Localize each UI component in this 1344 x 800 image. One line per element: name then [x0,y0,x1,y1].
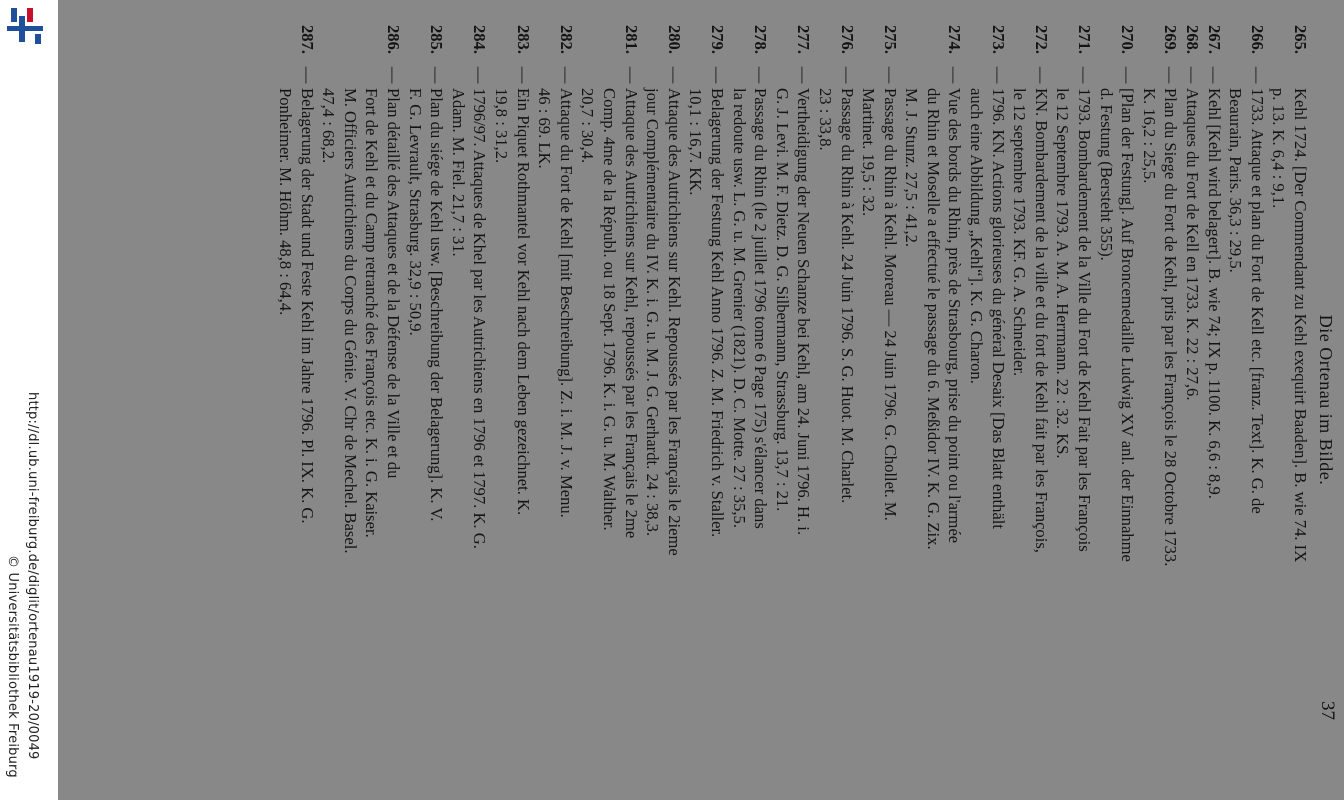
entry-dash: — [988,66,1008,84]
entry-line: Comp. 4me de la Républ. ou 18 Sept. 1796. K. i. G. u. M. Walther. [600,88,619,531]
entry-number: 286. [384,24,404,54]
catalog-entry [1095,0,1138,800]
entry-dash: — [384,66,404,84]
entry-text [1138,88,1181,800]
entry-line: Attaque du Fort de Kehl [mit Beschreibung]. Z. i. M. J. v. Menu. [556,88,576,518]
entry-text [771,88,814,800]
entry-number: 272. [1031,24,1051,54]
catalog-entry [1052,0,1095,800]
entry-line: p. 13. K. 6,4 : 9,1. [1269,88,1289,209]
entry-text [318,88,404,800]
entry-line: 23 : 33,8. [815,88,835,151]
catalog-entries [275,0,1312,800]
entry-line: le 12 Septembre 1793. A. M. A. Herrmann. 22 : 32. KS. [1053,88,1073,459]
catalog-entry [858,0,901,800]
scanned-page-image [58,0,1344,800]
catalog-entry [642,0,685,800]
entry-line: Ponheimer. M. Höhm. 48,8 : 64,4. [276,88,296,316]
catalog-entry [966,0,1009,800]
entry-number: 282. [556,24,576,54]
entry-text [642,88,685,800]
entry-dash: — [621,66,641,84]
catalog-entry [275,0,318,800]
catalog-entry [534,0,577,800]
entry-dash: — [707,66,727,84]
copyright-notice: © Universitätsbibliothek Freiburg [5,555,20,778]
entry-dash: — [880,66,900,84]
entry-dash: — [664,66,684,84]
catalog-entry [490,0,533,800]
entry-number: 283. [513,24,533,54]
entry-text [1052,88,1095,800]
viewer-sidebar [0,0,58,800]
entry-line: d. Festung (Bersteht 355). [1096,88,1116,261]
entry-line: Kehl 1724. [Der Commendant zu Kehl exequirt Baaden]. B. wie 74. IX [1291,88,1310,563]
catalog-entry [814,0,857,800]
entry-line: Adam. M. Fiel. 21,7 : 31. [448,88,468,257]
entry-line: 47,4 : 68,2. [319,88,339,164]
entry-line: K. 16,2 : 25,5. [1139,88,1159,184]
catalog-entry [1225,0,1268,800]
entry-line: 1793. Bombardement de la Ville du Fort de Kehl Fait par les François [1075,88,1095,552]
entry-dash: — [556,66,576,84]
entry-line: KN. Bombardement de la ville et du fort de Kehl fait par les François, [1031,88,1051,553]
entry-line: Kehl [Kehl wird belagert]. B. wie 74; IX p. 1100. K. 6,6 : 8,9. [1204,88,1224,499]
catalog-entry [1203,0,1225,800]
entry-line: Vue des bords du Rhin, près de Strasbourg, prise du point ou l'armée [945,88,965,544]
entry-number: 278. [751,24,771,54]
entry-number: 273. [988,24,1008,54]
entry-text [858,88,901,800]
entry-text [1225,88,1268,800]
entry-line: 19,8 : 31,2. [492,88,512,164]
entry-line: Passage du Rhin à Kehl. 24 Juin 1796. S. G. Huot. M. Charlet. [837,88,857,504]
entry-line: Attaque des Autrichiens sur Kehl, repoussés par les Français le 2me [621,88,641,539]
entry-text [1203,88,1225,800]
page-title: Die Ortenau im Bilde. [1316,314,1336,486]
entry-number: 270. [1118,24,1138,54]
entry-dash: — [470,66,490,84]
entry-dash: — [837,66,857,84]
entry-dash: — [794,66,814,84]
entry-text [490,88,533,800]
entry-number: 269. [1161,24,1181,54]
entry-line: Passage du Rhin à Kehl. Moreau — 24 Juin 1796. G. Chollet. M. [880,88,900,521]
entry-line: 1796/97. Attaques de Khel par les Autrichiens en 1796 et 1797. K. G. [470,88,490,549]
entry-number: 281. [621,24,641,54]
entry-line: Attaque des Autrichiens sur Kehl. Repoussés par les Français le 2ieme [664,88,684,556]
library-logo-icon [4,6,48,50]
entry-number: 276. [837,24,857,54]
entry-dash: — [1118,66,1138,84]
entry-line: Plan du siége de Kehl usw. [Beschreibung der Belagerung]. K. V. [427,88,447,522]
entry-text [728,88,771,800]
entry-dash [1268,62,1311,88]
entry-number: 274. [945,24,965,54]
catalog-entry [771,0,814,800]
catalog-entry [1268,0,1311,800]
entry-dash: — [513,66,533,84]
entry-text [404,88,447,800]
entry-dash: — [1161,66,1181,84]
entry-line: Belagerung der Stadt und Feste Kehl im Jahre 1796. Pl. IX. K. G. [297,88,317,524]
entry-line: 46 : 69. LK. [535,88,555,169]
source-url[interactable]: http://dl.ub.uni-freiburg.de/diglit/ortenau1919-20/0049 [25,392,40,760]
entry-dash: — [945,66,965,84]
entry-number: 285. [427,24,447,54]
entry-number: 279. [707,24,727,54]
entry-line: auch eine Abbildung „Kehl“]. K. G. Charon. [967,88,987,384]
entry-number: 275. [880,24,900,54]
entry-line: [Plan der Festung]. Auf Broncemedaille Ludwig XV anl. der Einnahme [1118,88,1138,562]
catalog-entry [404,0,447,800]
entry-text [577,88,642,800]
entry-number: 287. [297,24,317,54]
entry-line: 1796. KN. Actions glorieuses du général Desaix [Das Blatt enthält [988,88,1008,530]
entry-dash: — [1183,66,1203,84]
entry-dash: — [1031,66,1051,84]
entry-line: M. J. Stunz. 27,5 : 41,2. [902,88,922,248]
entry-text [1268,88,1311,800]
entry-line: Fort de Kehl et du Camp retranché des François etc. K. i. G. Kaiser. [362,88,382,538]
page-number: 37 [1317,701,1338,720]
catalog-entry [318,0,404,800]
entry-dash: — [1075,66,1095,84]
entry-line: 1733. Attaque et plan du Fort de Kell etc. [franz. Text]. K. G. de [1247,88,1267,514]
entry-text [1095,88,1138,800]
entry-line: Belagerung der Festung Kehl Anno 1796. Z. M. Friedrich v. Staller. [707,88,727,538]
catalog-entry [1138,0,1181,800]
entry-line: jour Complémentaire du IV. K. i. G. u. M. J. G. Gerhardt. 24 : 38,3. [643,88,663,537]
entry-line: F. G. Levrault, Strasburg. 32,9 : 50,9. [405,88,425,336]
entry-text [966,88,1009,800]
entry-line: Martinet. 19,5 : 32. [859,88,879,217]
entry-dash: — [751,66,771,84]
entry-line: la redoute usw. L. G. u. M. Grenier (1821). D. C. Motte. 27 : 35,5. [729,88,749,528]
entry-text [447,88,490,800]
entry-line: Plan du Siege du Fort de Kehl, pris par les François le 28 Octobre 1733. [1161,88,1181,567]
catalog-entry [901,0,966,800]
entry-text [275,88,318,800]
entry-number: 284. [470,24,490,54]
catalog-entry [577,0,642,800]
entry-dash: — [1247,66,1267,84]
entry-line: Vertheidigung der Neuen Schanze bei Kehl, am 24. Juni 1796. H. i. [794,88,814,536]
entry-number: 265. [1291,24,1310,54]
entry-line: Ein Piquet Rothmantel vor Kehl nach dem Leben gezeichnet. K. [513,88,533,516]
entry-text [814,88,857,800]
entry-number: 266. [1247,24,1267,54]
entry-dash: — [297,66,317,84]
entry-number: 268. [1183,24,1203,54]
entry-dash: — [1204,66,1224,84]
catalog-entry [447,0,490,800]
entry-text [1009,88,1052,800]
entry-number: 280. [664,24,684,54]
entry-number: 267. [1204,24,1224,54]
entry-text [901,88,966,800]
catalog-entry [1181,0,1203,800]
entry-line: Beaurain, Paris. 36,3 : 29,5. [1226,88,1246,273]
entry-number: 271. [1075,24,1095,54]
entry-line: M. Officiers Autrichiens du Corps du Génie. V. Chr de Mechel. Basel. [340,88,360,554]
entry-line: 10,1 : 16,7. KK. [686,88,706,196]
entry-line: Passage du Rhin (le 2 juillet 1796 tome 6 Page 175) s'élancer dans [751,88,771,529]
entry-text [534,88,577,800]
catalog-entry [685,0,728,800]
entry-number: 277. [794,24,814,54]
page-content [58,0,1344,800]
entry-line: 20,7 : 30,4. [578,88,598,164]
entry-line: le 12 septembre 1793. KF. G. A. Schneider. [1010,88,1030,377]
entry-line: G. J. Levi. M. F. Dietz. D. G. Silbermann, Strassburg. 13,7 : 21. [772,88,792,512]
entry-line: du Rhin et Moselle a effectué le passage du 6. Meßidor IV. K. G. Zix. [923,88,943,550]
catalog-entry [1009,0,1052,800]
entry-text [1181,88,1203,800]
entry-text [685,88,728,800]
entry-line: Plan détaillé des Attaques et de la Défense de la Ville et du [384,88,404,479]
entry-dash: — [427,66,447,84]
catalog-entry [728,0,771,800]
entry-line: Attaques du Fort de Kell en 1733. K. 22 : 27,6. [1183,88,1203,401]
